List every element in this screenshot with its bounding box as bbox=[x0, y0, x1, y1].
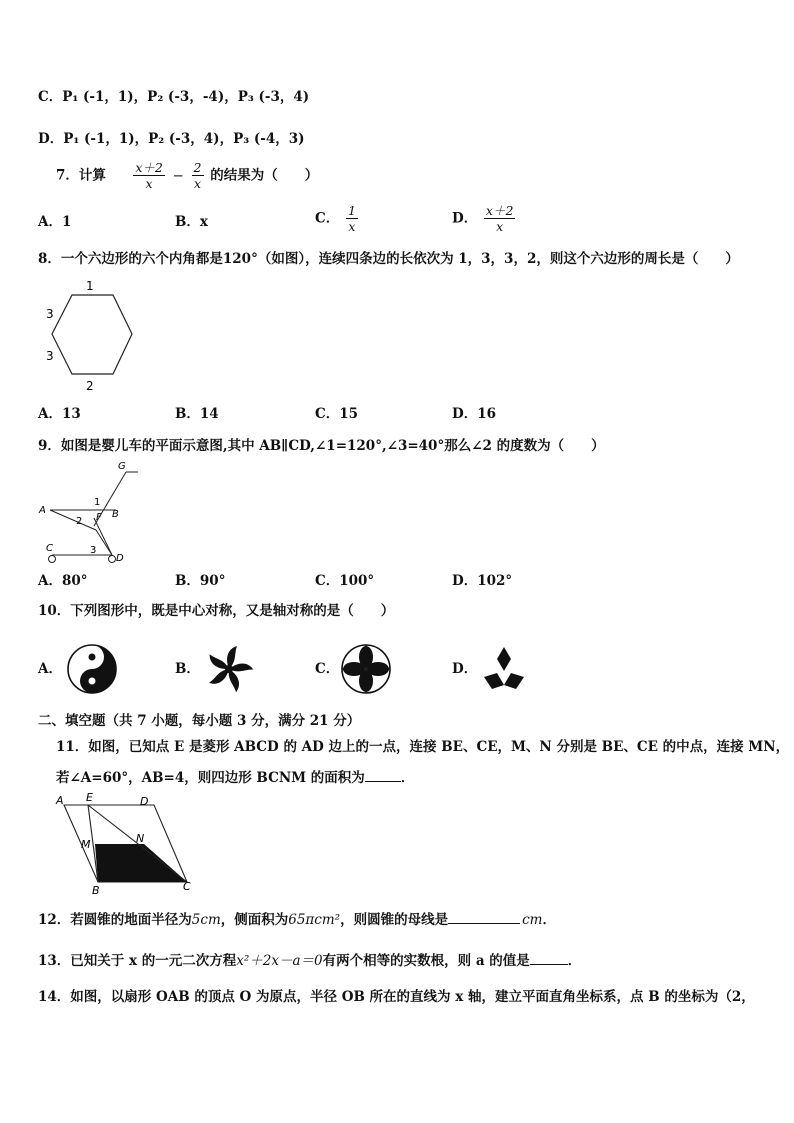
q8-option-d: D．16 bbox=[452, 406, 496, 422]
q9-wheel-right bbox=[109, 556, 116, 563]
q8-label-top: 1 bbox=[86, 279, 94, 293]
q8-option-b: B．14 bbox=[175, 406, 219, 422]
q8-label-bottom: 2 bbox=[86, 379, 94, 393]
q9-label-c: C bbox=[46, 543, 53, 554]
q9-stem: 9．如图是婴儿车的平面示意图,其中 AB∥CD,∠1=120°,∠3=40°那么∠2 的度数为（ ） bbox=[38, 438, 605, 454]
q9-stroller-figure bbox=[38, 458, 148, 568]
q13-answer-blank[interactable] bbox=[530, 952, 568, 965]
three-diamonds-icon bbox=[478, 643, 530, 695]
q14-stem: 14．如图，以扇形 OAB 的顶点 O 为原点，半径 OB 所在的直线为 x 轴，建立平面直角坐标系，点 B 的坐标为（2， bbox=[38, 989, 755, 1005]
q7-option-c-numerator: 1 bbox=[347, 203, 356, 218]
q9-label-a: A bbox=[39, 505, 46, 516]
q11-line-2-text: 若∠A=60°，AB=4，则四边形 BCNM 的面积为 bbox=[56, 770, 365, 786]
q8-option-a: A．13 bbox=[38, 406, 81, 422]
q9-angle-1: 1 bbox=[94, 497, 101, 508]
q7-option-c-denominator: x bbox=[348, 219, 356, 234]
q9-label-g: G bbox=[118, 461, 126, 472]
q12-part-2: ，侧面积为 bbox=[220, 912, 289, 928]
q7-frac1-denominator: x bbox=[145, 176, 153, 191]
q7-fraction-1 bbox=[133, 160, 165, 191]
q11-answer-blank[interactable] bbox=[365, 769, 401, 782]
q9-label-d: D bbox=[116, 553, 124, 564]
q11-label-c: C bbox=[183, 880, 191, 893]
q12-part-1: 12．若圆锥的地面半径为 bbox=[38, 912, 192, 928]
q13-part-2: 有两个相等的实数根，则 a 的值是 bbox=[322, 953, 530, 969]
q12-end: ． bbox=[542, 912, 556, 928]
q11-rhombus-figure bbox=[56, 790, 201, 896]
q9-option-b: B．90° bbox=[175, 573, 226, 589]
q9-angle-2: 2 bbox=[76, 516, 83, 527]
q7-minus: − bbox=[172, 167, 184, 184]
q7-frac2-denominator: x bbox=[193, 176, 202, 191]
q9-angle-3: 3 bbox=[90, 545, 97, 556]
q10-option-b-label: B． bbox=[175, 661, 200, 677]
q7-option-d-numerator: x＋2 bbox=[485, 203, 514, 218]
q12-part-3: ，则圆锥的母线是 bbox=[340, 912, 449, 928]
q8-option-c: C．15 bbox=[315, 406, 359, 422]
q9-label-b: B bbox=[112, 509, 119, 520]
q7-option-c-label: C． bbox=[315, 210, 340, 227]
q10-stem: 10．下列图形中，既是中心对称，又是轴对称的是（ ） bbox=[38, 603, 395, 619]
q7-suffix: 的结果为（ ） bbox=[210, 167, 319, 184]
q7-option-b: B．x bbox=[175, 214, 208, 230]
q10-option-a-label: A． bbox=[38, 661, 62, 677]
q7-option-a: A．1 bbox=[38, 214, 72, 230]
q9-option-d: D．102° bbox=[452, 573, 513, 589]
q7-frac1-numerator: x＋2 bbox=[135, 160, 163, 175]
q10-option-c-label: C． bbox=[315, 661, 340, 677]
q6-option-d: D．P₁ (-1，1)，P₂ (-3，4)，P₃ (-4，3) bbox=[38, 131, 305, 147]
q9-line-f-to-d bbox=[94, 518, 112, 555]
q11-line-2 bbox=[56, 769, 414, 787]
four-petal-circle-icon bbox=[340, 643, 392, 695]
q11-label-n: N bbox=[136, 832, 145, 845]
q11-label-d: D bbox=[140, 795, 149, 808]
q9-label-f: F bbox=[96, 512, 102, 523]
q13-equation: x²＋2x－a＝0 bbox=[236, 953, 323, 969]
q7-option-c bbox=[315, 203, 360, 234]
q11-line-1: 11．如图，已知点 E 是菱形 ABCD 的 AD 边上的一点，连接 BE、CE，M、N 分别是 BE、CE 的中点，连接 MN， bbox=[56, 739, 790, 755]
q9-wheel-left bbox=[49, 556, 56, 563]
q7-option-d bbox=[452, 203, 517, 234]
q7-stem bbox=[56, 160, 318, 191]
q7-prefix: 7．计算 bbox=[56, 167, 106, 184]
q11-label-b: B bbox=[92, 884, 100, 897]
q8-hexagon-figure bbox=[38, 278, 138, 393]
q8-label-lower-left: 3 bbox=[46, 349, 54, 363]
q7-frac2-numerator: 2 bbox=[193, 160, 202, 175]
q13-part-1: 13．已知关于 x 的一元二次方程 bbox=[38, 953, 237, 969]
yin-yang-icon bbox=[66, 643, 118, 695]
q7-fraction-2 bbox=[192, 160, 204, 191]
q13 bbox=[38, 952, 581, 970]
section-2-title: 二、填空题（共 7 小题，每小题 3 分，满分 21 分） bbox=[38, 713, 361, 729]
q9-line-mid-to-d bbox=[96, 530, 112, 555]
q11-label-e: E bbox=[86, 791, 93, 804]
q8-stem: 8．一个六边形的六个内角都是120°（如图），连续四条边的长依次为 1，3，3，2，则这个六边形的周长是（ ） bbox=[38, 251, 739, 267]
q8-hexagon bbox=[52, 295, 132, 374]
q7-option-d-fraction bbox=[484, 203, 516, 234]
q12-radius: 5cm bbox=[191, 912, 221, 928]
q7-option-d-label: D． bbox=[452, 210, 478, 227]
q12-area: 65πcm² bbox=[288, 912, 341, 928]
q12 bbox=[38, 911, 556, 929]
q11-label-a: A bbox=[56, 794, 64, 807]
q10-option-d-label: D． bbox=[452, 661, 478, 677]
q12-answer-blank[interactable] bbox=[448, 911, 520, 924]
q9-line-a-to-mid bbox=[50, 510, 96, 530]
q7-option-c-fraction bbox=[346, 203, 358, 234]
q11-label-m: M bbox=[81, 838, 91, 851]
q8-label-upper-left: 3 bbox=[46, 307, 54, 321]
q6-option-c: C．P₁ (-1，1)，P₂ (-3，-4)，P₃ (-3，4) bbox=[38, 89, 310, 105]
q7-option-d-denominator: x bbox=[496, 219, 504, 234]
q12-unit: cm bbox=[522, 912, 543, 928]
q13-end: ． bbox=[567, 953, 582, 969]
q9-option-a: A．80° bbox=[38, 573, 88, 589]
q11-line-2-end: ． bbox=[400, 770, 415, 786]
pinwheel-flower-icon bbox=[203, 643, 255, 695]
q9-option-c: C．100° bbox=[315, 573, 375, 589]
